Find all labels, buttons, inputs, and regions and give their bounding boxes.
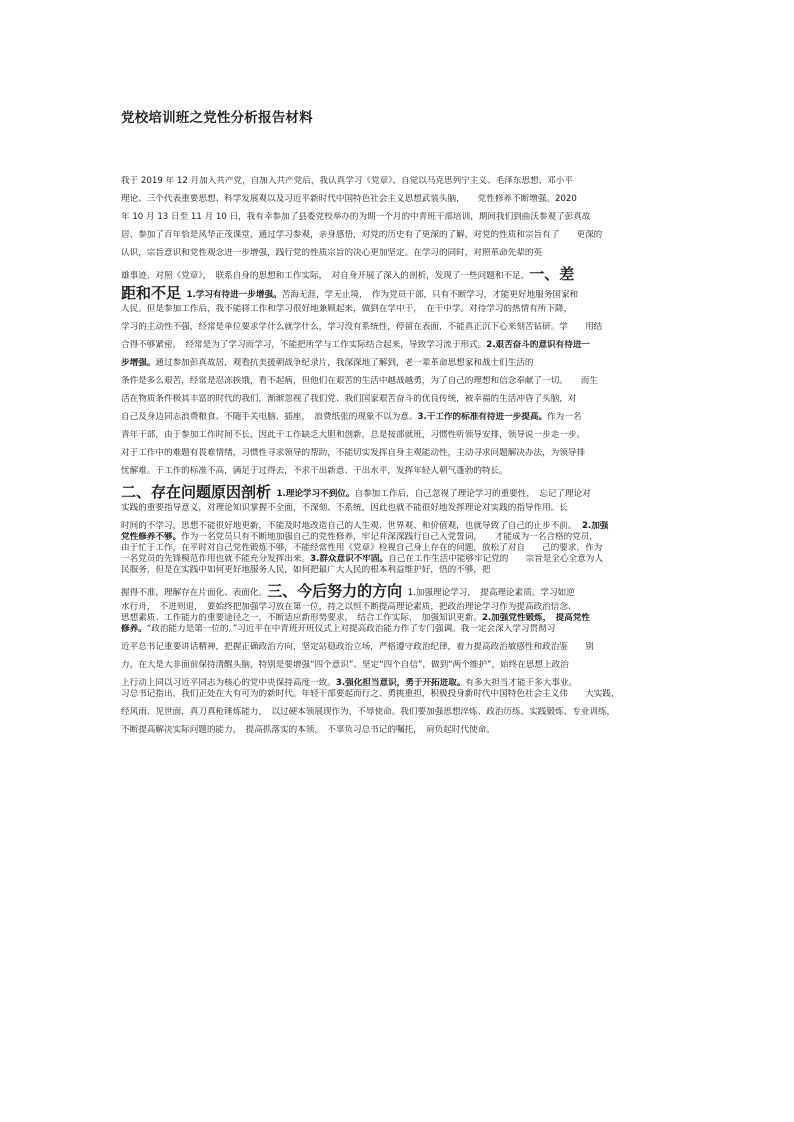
paragraph-line <box>121 583 691 602</box>
paragraph-line: 条件是多么艰苦，经常是忍冻挨饿，看不起病，但他们在艰苦的生活中越战越勇，为了自己的理想和信念奉献了一切。 而生 <box>121 376 598 386</box>
paragraph-text: 上行动上同以习近平同志为核心的党中央保持高度一致。 <box>121 678 336 688</box>
paragraph-line <box>121 484 691 503</box>
paragraph-line: 不断提高解决实际问题的能力， 提高抓落实的本领， 不辜负习总书记的嘱托， 肩负起时代使命。 <box>121 725 495 735</box>
paragraph-line: 居、参加了百年恰是风华正茂课堂，通过学习参观，亲身感悟，对党的历史有了更深的了解，对党的性质和宗旨有了 更深的 <box>121 230 603 240</box>
paragraph-line <box>121 358 691 369</box>
paragraph-text: 苦海无涯，学无止境， 作为党员干部，只有不断学习，才能更好地服务国家和 <box>281 290 579 300</box>
paragraph-line: 习总书记指出，我们正处在大有可为的新时代。年轻干部要起而行之、勇挑重担，积极投身新时代中国特色社会主义伟 大实践， <box>121 689 620 699</box>
paragraph-text: 自己及身边同志浪费粮食、不随手关电脑、插座， 浪费纸张的现象不以为意。 <box>121 412 418 422</box>
paragraph-line <box>121 521 691 532</box>
paragraph-line: 对于工作中的难题有畏难情绪，习惯性寻求领导的帮助，不能切实发挥自身主观能动性，主动寻求问题解决办法，为领导排 <box>121 448 586 458</box>
paragraph-line: 认识，宗旨意识和党性观念进一步增强，践行党的性质宗旨的决心更加坚定。在学习的同时，对照革命先辈的英 <box>121 248 543 258</box>
section-heading-1: 一、差 <box>529 266 575 283</box>
paragraph-line: 实践的重要指导意义，对理论知识掌握不全面，不深刻、不系统，因此也就不能很好地发挥理论对实践的指导作用。长 <box>121 503 568 513</box>
paragraph-line: 青年干部，由于参加工作时间不长，因此干工作缺乏大胆和创新，总是按部就班，习惯性听领导安排，领导说一步走一步。 <box>121 430 586 440</box>
subheading: 1.学习有待进一步增强。 <box>186 290 282 300</box>
paragraph-line: 经风雨、见世面，真刀真枪锤炼能力， 以过硬本领展现作为，不辱使命。我们要加强思想淬炼、政治历练、实践锻炼、专业训练， <box>121 707 616 717</box>
paragraph-text: 思想素质、工作能力的重要途径之一，不断适应新形势要求， 结合工作实际， 加强知识更新。 <box>121 613 482 623</box>
paragraph-line <box>121 554 691 565</box>
paragraph-line: 水行舟， 不进则退， 要始终把加强学习放在第一位，持之以恒不断提高理论素质，把政治理论学习作为提高政治信念、 <box>121 602 577 612</box>
paragraph-text: 作为一名 <box>547 412 582 422</box>
paragraph-line <box>121 532 691 543</box>
paragraph-text: 合得不够紧密， 经常是为了学习而学习，不能把所学与工作实际结合起来，导致学习流于形式。 <box>121 340 487 350</box>
paragraph-line: 我于 2019 年 12 月加入共产党，自加入共产党后，我认真学习《党章》、自觉以马克思列宁主义、毛泽东思想、邓小平 <box>121 176 573 186</box>
paragraph-text: 一名党员的先锋模范作用也就不能充分发挥出来。 <box>121 554 311 564</box>
subheading: 3.群众意识不牢固。 <box>310 554 389 564</box>
subheading: 3.强化担当意识，勇于开拓进取。 <box>335 678 466 688</box>
document-title: 党校培训班之党性分析报告材料 <box>121 110 313 126</box>
subheading: 修养。 <box>121 624 147 634</box>
paragraph-line <box>121 266 691 285</box>
paragraph-line: 学习的主动性不强，经常是单位要求学什么就学什么，学习没有系统性，停留在表面，不能真正沉下心来刻苦钻研。学 用结 <box>121 322 603 332</box>
paragraph-text: 时间的不学习，思想不能很好地更新，不能及时地改造自己的人生观、世界观、和价值观，也就导致了自己的止步不前。 <box>121 521 577 531</box>
subheading: 党性修养不够。 <box>121 532 182 542</box>
paragraph-text: 有多大担当才能干多大事业。 <box>465 678 578 688</box>
paragraph-line <box>121 412 691 423</box>
subheading: 1.理论学习不到位。 <box>276 489 355 499</box>
paragraph-text: 自己在工作生活中能够牢记党的 宗旨是全心全意为人 <box>388 554 603 564</box>
paragraph-line <box>121 613 691 624</box>
document-body <box>121 176 691 736</box>
paragraph-line: 忧解难。干工作的标准不高，满足于过得去，不求干出新意、干出水平，发挥年轻人朝气蓬勃的特长。 <box>121 466 508 476</box>
paragraph-line <box>121 624 691 635</box>
paragraph-text: 握得不准，理解存在片面化、表面化。 <box>121 588 268 598</box>
subheading: 步增强。 <box>121 358 156 368</box>
paragraph-line <box>121 678 691 689</box>
paragraph-line: 年 10 月 13 日至 11 月 10 日，我有幸参加了县委党校举办的为期一个月的中青班干部培训，期间我们到曲沃参观了彭真故 <box>121 212 591 222</box>
paragraph-line: 人民。但是参加工作后，我不能将工作和学习很好地兼顾起来，做到在学中干， 在干中学。对待学习的热情有所下降， <box>121 304 573 314</box>
subheading: 2.加强 <box>581 521 609 531</box>
paragraph-text: 自参加工作后，自己忽视了理论学习的重要性， 忘记了理论对 <box>354 489 591 499</box>
section-heading-2: 二、存在问题原因剖析 <box>121 484 272 501</box>
paragraph-text: “政治能力是第一位的。”习近平在中青班开班仪式上对提高政治能力作了专门强调。我一定会深入学习贯彻习 <box>146 624 556 634</box>
paragraph-text: 1.加强理论学习， 提高理论素质。学习如逆 <box>407 588 575 598</box>
paragraph-line: 民服务，但是在实践中如何更好地服务人民，如何把最广大人民的根本利益维护好，悟的不够，把 <box>121 565 491 575</box>
subheading: 2.加强党性锻炼， 提高党性 <box>481 613 591 623</box>
section-heading-1-cont: 距和不足 <box>121 285 182 302</box>
paragraph-line: 力，在大是大非面前保持清醒头脑，特别是要增强“四个意识”、坚定“四个自信”，做到“两个维护”，始终在思想上政治 <box>121 660 569 670</box>
paragraph-line <box>121 340 691 351</box>
paragraph-line: 近平总书记重要讲话精神，把握正确政治方向，坚定站稳政治立场，严格遵守政治纪律，着力提高政治敏感性和政治鉴 别 <box>121 642 594 652</box>
subheading: 2.艰苦奋斗的意识有待进一 <box>486 340 591 350</box>
section-heading-3: 三、今后努力的方向 <box>267 583 403 600</box>
subheading: 3.干工作的标准有待进一步提高。 <box>417 412 548 422</box>
paragraph-line: 理论、三个代表重要思想、科学发展观以及习近平新时代中国特色社会主义思想武装头脑， 党性修养不断增强。2020 <box>121 194 577 204</box>
paragraph-line: 活在物质条件极其丰富的时代的我们，渐渐忽视了我们党、我们国家艰苦奋斗的优良传统，被幸福的生活冲昏了头脑，对 <box>121 394 577 404</box>
paragraph-line <box>121 285 691 304</box>
paragraph-text: 雄事迹、对照《党章》， 联系自身的思想和工作实际， 对自身开展了深入的剖析，发现了一些问题和不足。 <box>121 271 530 281</box>
paragraph-line: 由于忙于工作，在平时对自己党性锻炼不够，不能经常性用《党章》检视自己身上存在的问题，放松了对自 己的要求，作为 <box>121 543 603 553</box>
paragraph-text: 作为一名党员只有不断地加强自己的党性修养，牢记并深深践行自己入党誓词， 才能成为一名合格的党员， <box>181 532 598 542</box>
paragraph-text: 通过参加彭真故居，观看抗美援朝战争纪录片，我深深地了解到，老一辈革命思想家和战士们生活的 <box>155 358 534 368</box>
